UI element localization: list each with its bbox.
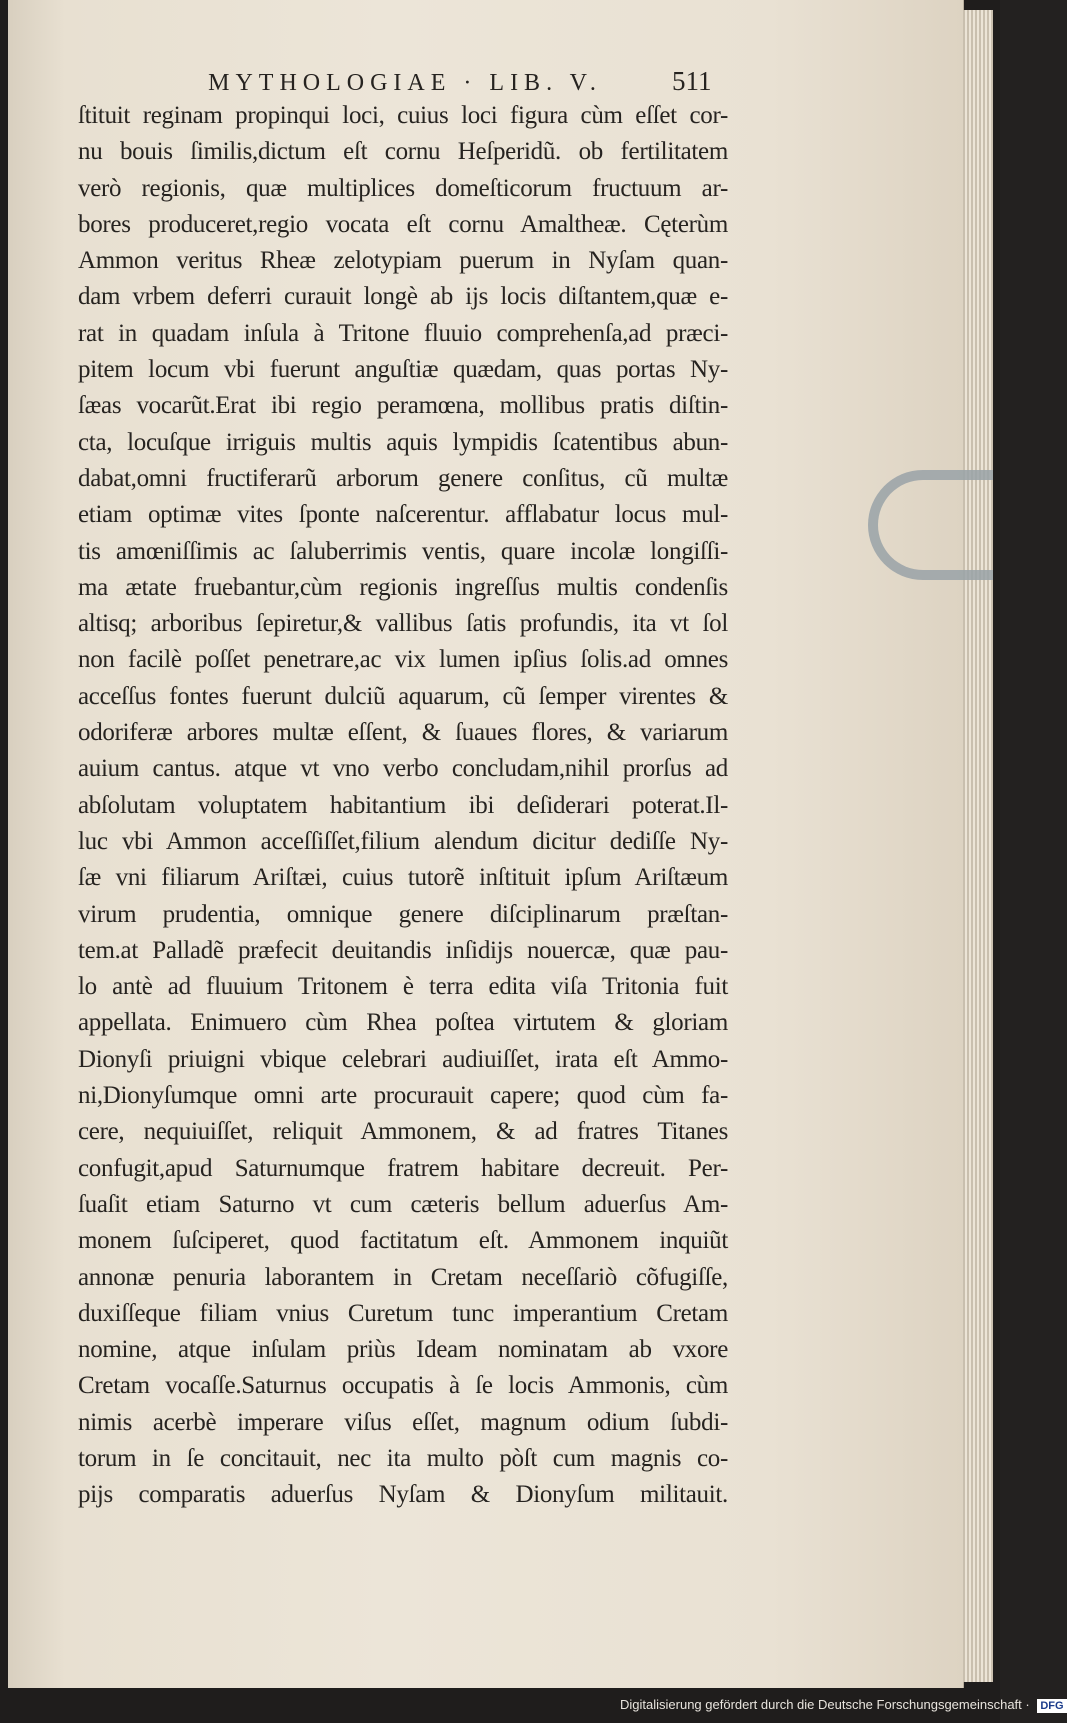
text-line: lo antè ad fluuium Tritonem è terra edita viſa Tritonia fuit xyxy=(78,973,728,1001)
text-line: virum prudentia, omnique genere diſciplinarum præſtan- xyxy=(78,900,728,928)
text-line: Cretam vocaſſe.Saturnus occupatis à ſe locis Ammonis, cùm xyxy=(78,1372,728,1400)
page-number: 511 xyxy=(672,66,712,96)
digitization-credit xyxy=(620,1693,1064,1717)
text-line: nimis acerbè imperare viſus eſſet, magnum odium ſubdi- xyxy=(78,1408,728,1436)
text-line: bores produceret,regio vocata eſt cornu Amaltheæ. Cęterùm xyxy=(78,210,728,238)
text-line: annonæ penuria laborantem in Cretam neceſſariò cõfugiſſe, xyxy=(78,1263,728,1291)
text-line: Ammon veritus Rheæ zelotypiam puerum in Nyſam quan- xyxy=(78,247,728,275)
page-edges xyxy=(963,10,993,1682)
text-line: torum in ſe concitauit, nec ita multo pòſt cum magnis co- xyxy=(78,1444,728,1472)
body-text xyxy=(78,98,728,1514)
text-line: rat in quadam inſula à Tritone fluuio comprehenſa,ad præci- xyxy=(78,319,728,347)
text-line: ſæ vni filiarum Ariſtæi, cuius tutorẽ inſtituit ipſum Ariſtæum xyxy=(78,864,728,892)
page-clip xyxy=(868,470,993,580)
text-line: pijs comparatis aduerſus Nyſam & Dionyſum militauit. xyxy=(78,1481,728,1509)
text-line: luc vbi Ammon acceſſiſſet,filium alendum dicitur dediſſe Ny- xyxy=(78,827,728,855)
text-line: altisq; arboribus ſepiretur,& vallibus ſatis profundis, ita vt ſol xyxy=(78,610,728,638)
running-header: MYTHOLOGIAE · LIB. V. xyxy=(208,70,602,96)
text-line: duxiſſeque filiam vnius Curetum tunc imperantium Cretam xyxy=(78,1299,728,1327)
credit-text: Digitalisierung gefördert durch die Deutsche Forschungsgemeinschaft · xyxy=(620,1697,1030,1712)
text-line: cere, nequiuiſſet, reliquit Ammonem, & ad fratres Titanes xyxy=(78,1118,728,1146)
text-line: ma ætate fruebantur,cùm regionis ingreſſus multis condenſis xyxy=(78,573,728,601)
text-line: abſolutam voluptatem habitantium ibi deſiderari poterat.Il- xyxy=(78,791,728,819)
text-line: cta, locuſque irriguis multis aquis lympidis ſcatentibus abun- xyxy=(78,428,728,456)
text-line: tem.at Palladẽ præfecit deuitandis inſidijs nouercæ, quæ pau- xyxy=(78,936,728,964)
text-line: ſtituit reginam propinqui loci, cuius loci figura cùm eſſet cor- xyxy=(78,102,728,129)
text-line: nomine, atque inſulam priùs Ideam nominatam ab vxore xyxy=(78,1336,728,1364)
text-line: dam vrbem deferri curauit longè ab ijs locis diſtantem,quæ e- xyxy=(78,283,728,311)
text-line: dabat,omni fructiferarũ arborum genere conſitus, cũ multæ xyxy=(78,464,728,492)
text-line: non facilè poſſet penetrare,ac vix lumen ipſius ſolis.ad omnes xyxy=(78,646,728,674)
text-line: Dionyſi priuigni vbique celebrari audiuiſſet, irata eſt Ammo- xyxy=(78,1045,728,1073)
text-line: ſuaſit etiam Saturno vt cum cæteris bellum aduerſus Am- xyxy=(78,1190,728,1218)
text-line: verò regionis, quæ multiplices domeſticorum fructuum ar- xyxy=(78,174,728,202)
text-line: pitem locum vbi fuerunt anguſtiæ quædam, quas portas Ny- xyxy=(78,356,728,384)
text-line: appellata. Enimuero cùm Rhea poſtea virtutem & gloriam xyxy=(78,1009,728,1037)
text-line: monem ſuſciperet, quod factitatum eſt. Ammonem inquiũt xyxy=(78,1227,728,1255)
text-line: tis amœniſſimis ac ſaluberrimis ventis, quare incolæ longiſſi- xyxy=(78,537,728,565)
text-line: odoriferæ arbores multæ eſſent, & ſuaues flores, & variarum xyxy=(78,719,728,747)
text-line: confugit,apud Saturnumque fratrem habitare decreuit. Per- xyxy=(78,1154,728,1182)
text-line: etiam optimæ vites ſponte naſcerentur. afflabatur locus mul- xyxy=(78,501,728,529)
text-line: acceſſus fontes fuerunt dulciũ aquarum, cũ ſemper virentes & xyxy=(78,682,728,710)
text-line: nu bouis ſimilis,dictum eſt cornu Heſperidũ. ob fertilitatem xyxy=(78,138,728,166)
text-line: ſæas vocarũt.Erat ibi regio peramœna, mollibus pratis diſtin- xyxy=(78,392,728,420)
dfg-logo: DFG xyxy=(1037,1699,1066,1713)
text-line: auium cantus. atque vt vno verbo concludam,nihil prorſus ad xyxy=(78,755,728,783)
text-line: ni,Dionyſumque omni arte procurauit capere; quod cùm fa- xyxy=(78,1082,728,1110)
